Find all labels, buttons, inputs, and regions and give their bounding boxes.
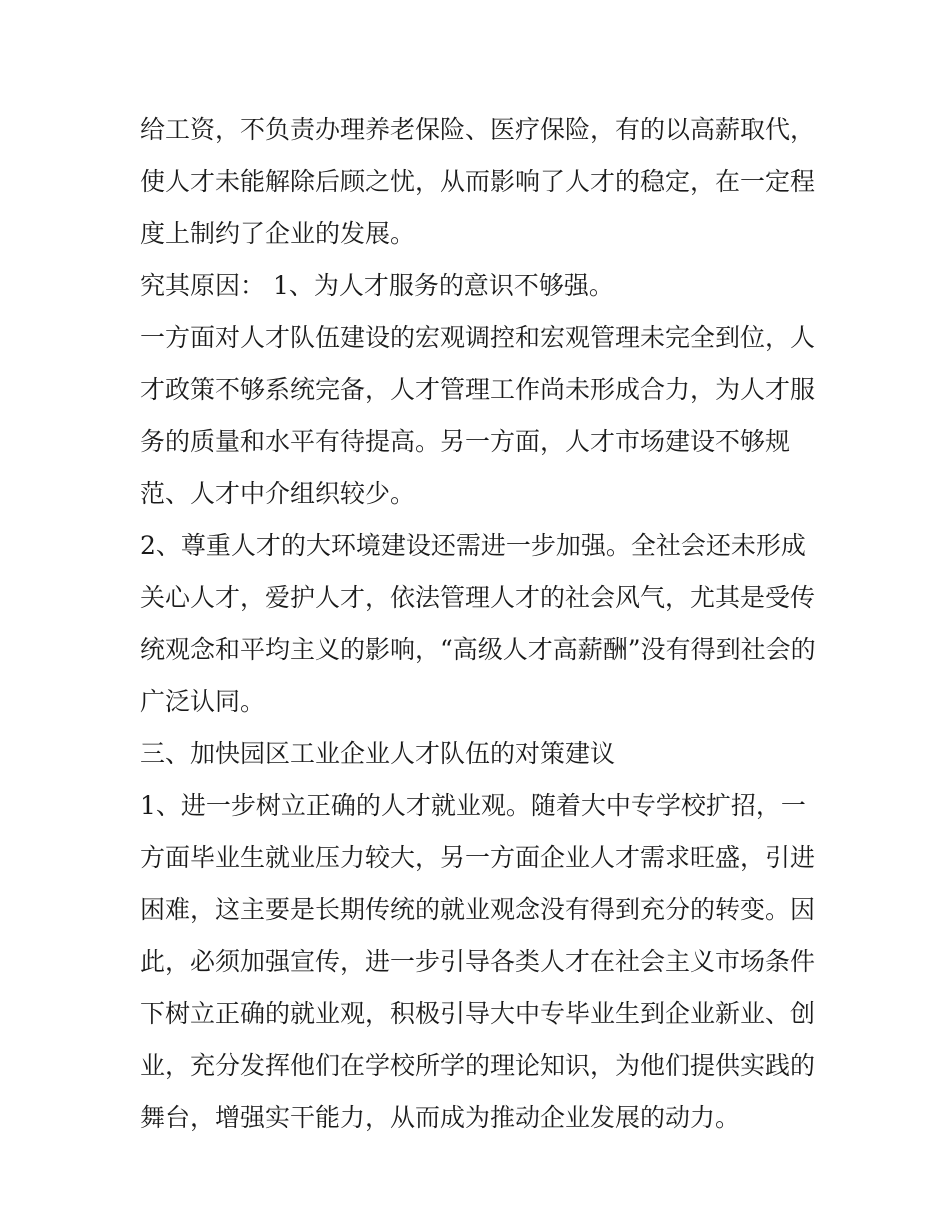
text-line: 给工资，不负责办理养老保险、医疗保险，有的以高薪取代， — [140, 115, 816, 144]
text-line: 困难，这主要是长期传统的就业观念没有得到充分的转变。因 — [140, 895, 816, 924]
text-line: 此，必须加强宣传，进一步引导各类人才在社会主义市场条件 — [140, 947, 816, 976]
text-line: 关心人才，爱护人才，依法管理人才的社会风气，尤其是受传 — [140, 583, 816, 612]
text-line: 1、进一步树立正确的人才就业观。随着大中专学校扩招，一 — [140, 791, 806, 820]
text-line: 使人才未能解除后顾之忧，从而影响了人才的稳定，在一定程 — [140, 167, 816, 196]
text-line: 一方面对人才队伍建设的宏观调控和宏观管理未完全到位，人 — [140, 323, 816, 352]
text-line: 度上制约了企业的发展。 — [140, 219, 416, 248]
text-line: 业，充分发挥他们在学校所学的理论知识，为他们提供实践的 — [140, 1051, 816, 1080]
text-line: 下树立正确的就业观，积极引导大中专毕业生到企业新业、创 — [140, 999, 816, 1028]
text-line: 舞台，增强实干能力，从而成为推动企业发展的动力。 — [140, 1103, 741, 1132]
text-line: 究其原因： 1、为人才服务的意识不够强。 — [140, 271, 614, 300]
text-line: 才政策不够系统完备，人才管理工作尚未形成合力，为人才服 — [140, 375, 816, 404]
text-line: 范、人才中介组织较少。 — [140, 479, 416, 508]
document-body — [140, 104, 820, 1144]
text-line: 2、尊重人才的大环境建设还需进一步加强。全社会还未形成 — [140, 531, 806, 560]
text-line: 广泛认同。 — [140, 687, 266, 716]
text-line: 务的质量和水平有待提高。另一方面，人才市场建设不够规 — [140, 427, 791, 456]
text-line: 方面毕业生就业压力较大，另一方面企业人才需求旺盛，引进 — [140, 843, 816, 872]
text-line: 统观念和平均主义的影响，“高级人才高薪酬”没有得到社会的 — [140, 635, 816, 664]
section-heading: 三、加快园区工业企业人才队伍的对策建议 — [140, 739, 616, 768]
